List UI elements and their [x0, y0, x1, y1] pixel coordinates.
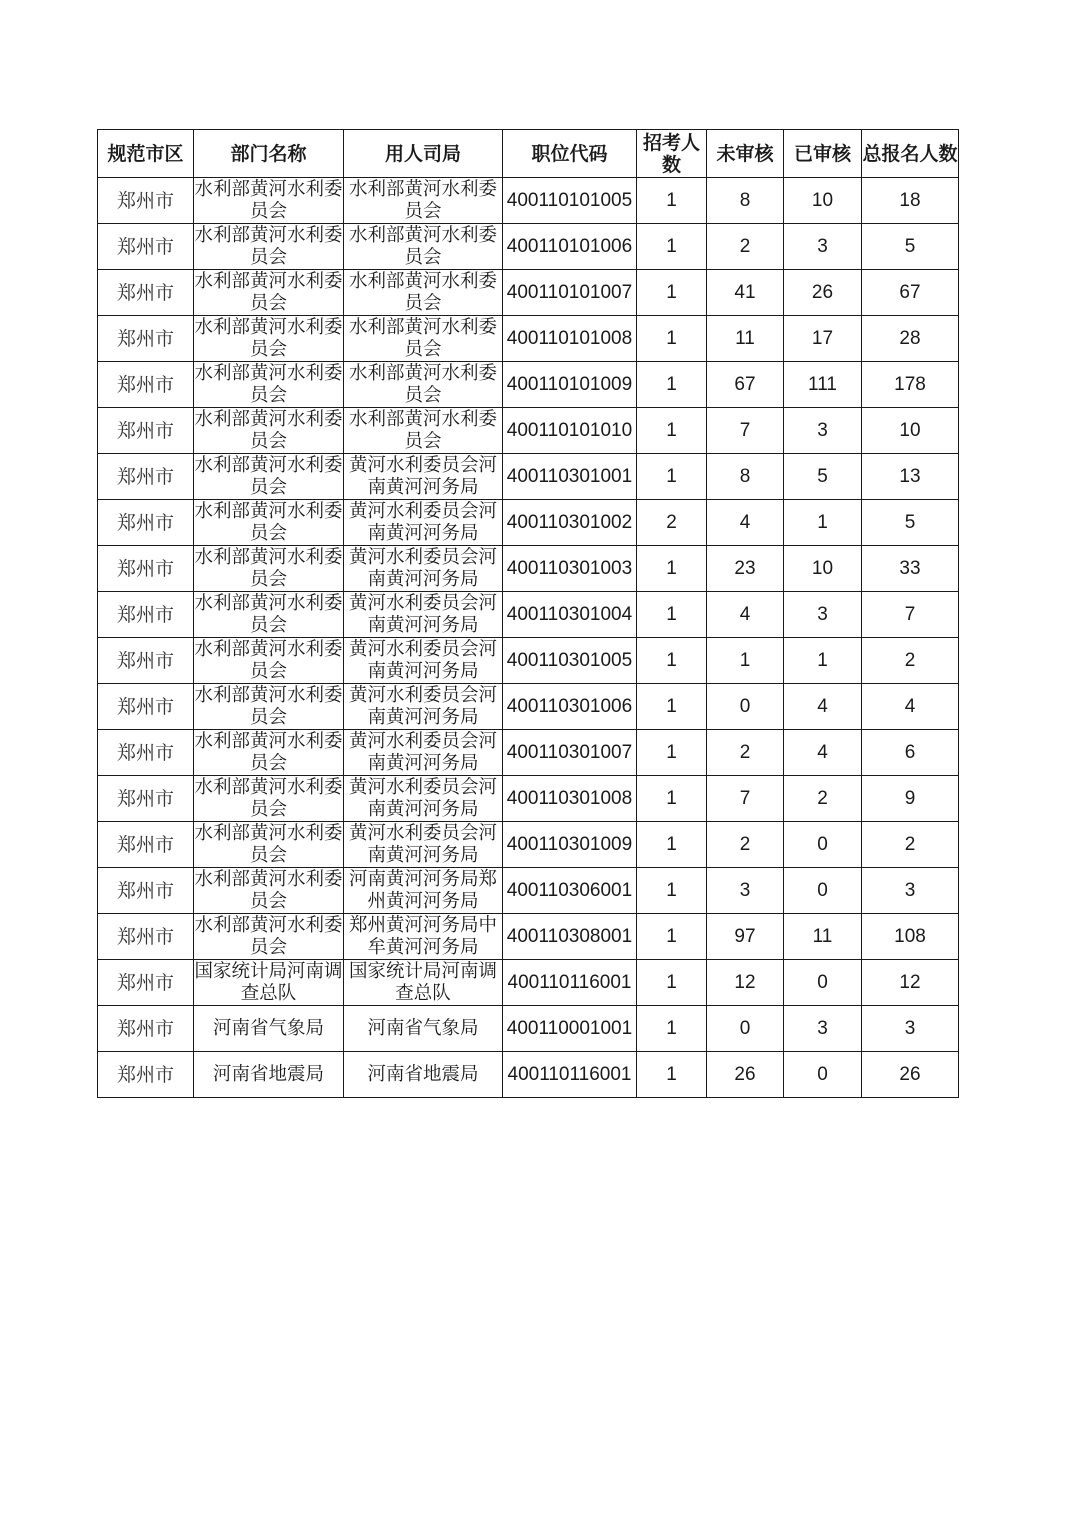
department-cell: 水利部黄河水利委员会 — [194, 914, 343, 958]
reviewed-cell: 10 — [784, 546, 862, 592]
recruit-count-cell: 1 — [637, 868, 707, 914]
recruit-count-cell: 1 — [637, 362, 707, 408]
table-row — [98, 316, 959, 362]
unreviewed-cell: 4 — [707, 500, 784, 546]
table-row — [98, 684, 959, 730]
position-code-cell: 400110001001 — [503, 1006, 637, 1052]
total-cell: 6 — [862, 730, 959, 776]
reviewed-cell: 1 — [784, 500, 862, 546]
header-city: 规范市区 — [98, 130, 194, 178]
table-row — [98, 868, 959, 914]
reviewed-cell: 0 — [784, 1052, 862, 1098]
department-cell: 国家统计局河南调查总队 — [194, 960, 343, 1004]
unreviewed-cell: 0 — [707, 1006, 784, 1052]
bureau-cell: 黄河水利委员会河南黄河河务局 — [344, 776, 503, 822]
total-cell: 3 — [862, 868, 959, 914]
city-cell: 郑州市 — [98, 730, 194, 776]
department-cell: 水利部黄河水利委员会 — [194, 730, 343, 774]
total-cell: 18 — [862, 178, 959, 224]
header-position-code: 职位代码 — [503, 130, 637, 178]
header-reviewed: 已审核 — [784, 130, 862, 178]
table-row — [98, 362, 959, 408]
total-cell: 5 — [862, 224, 959, 270]
department-cell: 水利部黄河水利委员会 — [194, 776, 343, 820]
reviewed-cell: 3 — [784, 592, 862, 638]
bureau-cell: 水利部黄河水利委员会 — [344, 178, 503, 224]
department-cell: 水利部黄河水利委员会 — [194, 224, 343, 268]
unreviewed-cell: 8 — [707, 454, 784, 500]
city-cell: 郑州市 — [98, 1006, 194, 1052]
position-code-cell: 400110301003 — [503, 546, 637, 592]
total-cell: 67 — [862, 270, 959, 316]
table-row — [98, 1052, 959, 1098]
registration-table — [97, 129, 959, 1098]
total-cell: 13 — [862, 454, 959, 500]
unreviewed-cell: 2 — [707, 730, 784, 776]
unreviewed-cell: 26 — [707, 1052, 784, 1098]
recruit-count-cell: 1 — [637, 270, 707, 316]
bureau-cell: 郑州黄河河务局中牟黄河河务局 — [344, 914, 503, 960]
bureau-cell: 黄河水利委员会河南黄河河务局 — [344, 500, 503, 546]
reviewed-cell: 17 — [784, 316, 862, 362]
recruit-count-cell: 2 — [637, 500, 707, 546]
unreviewed-cell: 67 — [707, 362, 784, 408]
position-code-cell: 400110101006 — [503, 224, 637, 270]
city-cell: 郑州市 — [98, 684, 194, 730]
recruit-count-cell: 1 — [637, 592, 707, 638]
bureau-cell: 水利部黄河水利委员会 — [344, 362, 503, 408]
unreviewed-cell: 41 — [707, 270, 784, 316]
recruit-count-cell: 1 — [637, 1052, 707, 1098]
recruit-count-cell: 1 — [637, 178, 707, 224]
total-cell: 10 — [862, 408, 959, 454]
recruit-count-cell: 1 — [637, 454, 707, 500]
position-code-cell: 400110101005 — [503, 178, 637, 224]
unreviewed-cell: 8 — [707, 178, 784, 224]
unreviewed-cell: 97 — [707, 914, 784, 960]
total-cell: 12 — [862, 960, 959, 1006]
unreviewed-cell: 2 — [707, 224, 784, 270]
city-cell: 郑州市 — [98, 500, 194, 546]
reviewed-cell: 1 — [784, 638, 862, 684]
position-code-cell: 400110101008 — [503, 316, 637, 362]
table-row — [98, 822, 959, 868]
reviewed-cell: 26 — [784, 270, 862, 316]
city-cell: 郑州市 — [98, 224, 194, 270]
total-cell: 178 — [862, 362, 959, 408]
city-cell: 郑州市 — [98, 270, 194, 316]
reviewed-cell: 4 — [784, 684, 862, 730]
city-cell: 郑州市 — [98, 592, 194, 638]
bureau-cell: 黄河水利委员会河南黄河河务局 — [344, 638, 503, 684]
bureau-cell: 黄河水利委员会河南黄河河务局 — [344, 592, 503, 638]
total-cell: 28 — [862, 316, 959, 362]
table-row — [98, 500, 959, 546]
table-body — [98, 178, 959, 1098]
city-cell: 郑州市 — [98, 868, 194, 914]
recruit-count-cell: 1 — [637, 776, 707, 822]
total-cell: 4 — [862, 684, 959, 730]
table-row — [98, 960, 959, 1006]
city-cell: 郑州市 — [98, 914, 194, 960]
registration-table-sheet — [97, 129, 959, 1098]
table-header-row — [98, 130, 959, 178]
bureau-cell: 河南省地震局 — [344, 1052, 503, 1098]
total-cell: 26 — [862, 1052, 959, 1098]
bureau-cell: 黄河水利委员会河南黄河河务局 — [344, 730, 503, 776]
city-cell: 郑州市 — [98, 1052, 194, 1098]
header-department: 部门名称 — [194, 130, 344, 178]
position-code-cell: 400110301002 — [503, 500, 637, 546]
city-cell: 郑州市 — [98, 362, 194, 408]
bureau-cell: 黄河水利委员会河南黄河河务局 — [344, 454, 503, 500]
header-recruit-count: 招考人数 — [637, 130, 707, 178]
total-cell: 108 — [862, 914, 959, 960]
position-code-cell: 400110308001 — [503, 914, 637, 960]
unreviewed-cell: 1 — [707, 638, 784, 684]
recruit-count-cell: 1 — [637, 638, 707, 684]
department-cell: 河南省地震局 — [194, 1052, 344, 1098]
table-row — [98, 270, 959, 316]
reviewed-cell: 4 — [784, 730, 862, 776]
position-code-cell: 400110301004 — [503, 592, 637, 638]
total-cell: 9 — [862, 776, 959, 822]
department-cell: 水利部黄河水利委员会 — [194, 638, 343, 682]
position-code-cell: 400110301007 — [503, 730, 637, 776]
city-cell: 郑州市 — [98, 178, 194, 224]
city-cell: 郑州市 — [98, 546, 194, 592]
unreviewed-cell: 12 — [707, 960, 784, 1006]
table-row — [98, 454, 959, 500]
city-cell: 郑州市 — [98, 776, 194, 822]
bureau-cell: 水利部黄河水利委员会 — [344, 408, 503, 454]
unreviewed-cell: 23 — [707, 546, 784, 592]
department-cell: 水利部黄河水利委员会 — [194, 178, 343, 222]
bureau-cell: 黄河水利委员会河南黄河河务局 — [344, 822, 503, 868]
reviewed-cell: 0 — [784, 868, 862, 914]
total-cell: 5 — [862, 500, 959, 546]
city-cell: 郑州市 — [98, 638, 194, 684]
position-code-cell: 400110101007 — [503, 270, 637, 316]
city-cell: 郑州市 — [98, 822, 194, 868]
total-cell: 33 — [862, 546, 959, 592]
recruit-count-cell: 1 — [637, 730, 707, 776]
department-cell: 水利部黄河水利委员会 — [194, 270, 343, 314]
position-code-cell: 400110306001 — [503, 868, 637, 914]
department-cell: 水利部黄河水利委员会 — [194, 546, 343, 590]
reviewed-cell: 3 — [784, 408, 862, 454]
header-bureau: 用人司局 — [344, 130, 503, 178]
unreviewed-cell: 2 — [707, 822, 784, 868]
city-cell: 郑州市 — [98, 454, 194, 500]
total-cell: 3 — [862, 1006, 959, 1052]
department-cell: 水利部黄河水利委员会 — [194, 500, 343, 544]
reviewed-cell: 11 — [784, 914, 862, 960]
recruit-count-cell: 1 — [637, 822, 707, 868]
recruit-count-cell: 1 — [637, 960, 707, 1006]
bureau-cell: 河南省气象局 — [344, 1006, 503, 1052]
bureau-cell: 黄河水利委员会河南黄河河务局 — [344, 684, 503, 730]
recruit-count-cell: 1 — [637, 914, 707, 960]
unreviewed-cell: 11 — [707, 316, 784, 362]
table-row — [98, 1006, 959, 1052]
bureau-cell: 水利部黄河水利委员会 — [344, 270, 503, 316]
header-unreviewed: 未审核 — [707, 130, 784, 178]
position-code-cell: 400110116001 — [503, 1052, 637, 1098]
unreviewed-cell: 0 — [707, 684, 784, 730]
department-cell: 水利部黄河水利委员会 — [194, 684, 343, 728]
table-row — [98, 546, 959, 592]
department-cell: 水利部黄河水利委员会 — [194, 316, 343, 360]
reviewed-cell: 2 — [784, 776, 862, 822]
reviewed-cell: 0 — [784, 822, 862, 868]
table-row — [98, 776, 959, 822]
department-cell: 水利部黄河水利委员会 — [194, 454, 343, 498]
bureau-cell: 水利部黄河水利委员会 — [344, 316, 503, 362]
bureau-cell: 水利部黄河水利委员会 — [344, 224, 503, 270]
reviewed-cell: 0 — [784, 960, 862, 1006]
position-code-cell: 400110301001 — [503, 454, 637, 500]
total-cell: 2 — [862, 638, 959, 684]
table-row — [98, 408, 959, 454]
position-code-cell: 400110101010 — [503, 408, 637, 454]
recruit-count-cell: 1 — [637, 408, 707, 454]
department-cell: 水利部黄河水利委员会 — [194, 822, 343, 866]
unreviewed-cell: 3 — [707, 868, 784, 914]
total-cell: 7 — [862, 592, 959, 638]
department-cell: 河南省气象局 — [194, 1006, 344, 1052]
unreviewed-cell: 4 — [707, 592, 784, 638]
table-row — [98, 592, 959, 638]
city-cell: 郑州市 — [98, 316, 194, 362]
recruit-count-cell: 1 — [637, 1006, 707, 1052]
department-cell: 水利部黄河水利委员会 — [194, 868, 343, 912]
recruit-count-cell: 1 — [637, 684, 707, 730]
reviewed-cell: 111 — [784, 362, 862, 408]
table-row — [98, 178, 959, 224]
department-cell: 水利部黄河水利委员会 — [194, 408, 343, 452]
position-code-cell: 400110301006 — [503, 684, 637, 730]
position-code-cell: 400110116001 — [503, 960, 637, 1006]
position-code-cell: 400110301005 — [503, 638, 637, 684]
position-code-cell: 400110301009 — [503, 822, 637, 868]
position-code-cell: 400110101009 — [503, 362, 637, 408]
table-row — [98, 638, 959, 684]
reviewed-cell: 10 — [784, 178, 862, 224]
table-row — [98, 914, 959, 960]
table-row — [98, 730, 959, 776]
table-row — [98, 224, 959, 270]
total-cell: 2 — [862, 822, 959, 868]
recruit-count-cell: 1 — [637, 546, 707, 592]
bureau-cell: 黄河水利委员会河南黄河河务局 — [344, 546, 503, 592]
recruit-count-cell: 1 — [637, 316, 707, 362]
reviewed-cell: 3 — [784, 1006, 862, 1052]
city-cell: 郑州市 — [98, 408, 194, 454]
city-cell: 郑州市 — [98, 960, 194, 1006]
reviewed-cell: 5 — [784, 454, 862, 500]
header-total-applicants: 总报名人数 — [862, 130, 959, 178]
department-cell: 水利部黄河水利委员会 — [194, 362, 343, 406]
unreviewed-cell: 7 — [707, 776, 784, 822]
department-cell: 水利部黄河水利委员会 — [194, 592, 343, 636]
reviewed-cell: 3 — [784, 224, 862, 270]
recruit-count-cell: 1 — [637, 224, 707, 270]
unreviewed-cell: 7 — [707, 408, 784, 454]
bureau-cell: 国家统计局河南调查总队 — [344, 960, 503, 1006]
position-code-cell: 400110301008 — [503, 776, 637, 822]
bureau-cell: 河南黄河河务局郑州黄河河务局 — [344, 868, 503, 914]
